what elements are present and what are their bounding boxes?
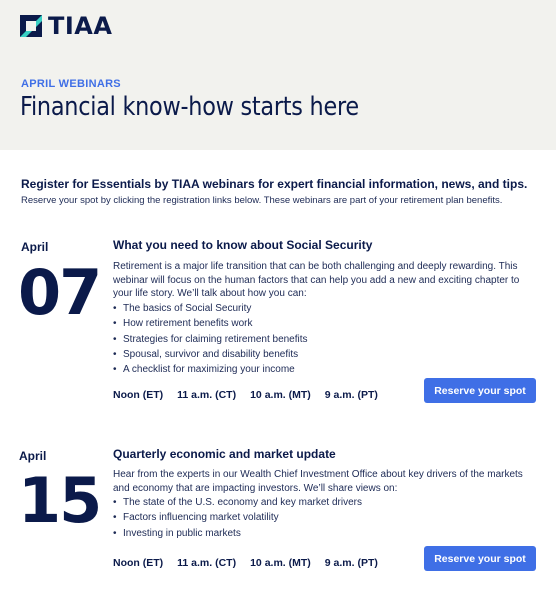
page-title: Financial know-how starts here xyxy=(20,92,359,122)
time-mt: 10 a.m. (MT) xyxy=(250,389,311,401)
tiaa-logo[interactable] xyxy=(20,12,112,40)
event-description: Retirement is a major life transition that can be both challenging and deeply rewarding. This webinar will focus on the human factors that can help you add a new and exciting chapter to your life story. We’ll talk about how you can: xyxy=(113,261,520,299)
event-day: 15 xyxy=(18,464,101,537)
event-description: Hear from the experts in our Wealth Chief Investment Office about key drivers of the markets and economy that are impacting investors. We’ll share views on: xyxy=(113,469,523,494)
time-ct: 11 a.m. (CT) xyxy=(177,389,237,401)
list-item: • Strategies for claiming retirement benefits xyxy=(113,332,308,347)
list-item: • Spousal, survivor and disability benefits xyxy=(113,347,308,362)
tiaa-mark-icon xyxy=(20,15,42,37)
event-times xyxy=(113,389,392,401)
list-item: • How retirement benefits work xyxy=(113,316,308,331)
event-title: Quarterly economic and market update xyxy=(113,447,336,461)
event-bullet-list xyxy=(113,495,362,541)
event-title: What you need to know about Social Security xyxy=(113,238,373,252)
list-item: • Investing in public markets xyxy=(113,526,362,541)
reserve-spot-button[interactable]: Reserve your spot xyxy=(424,546,536,571)
list-item: • The basics of Social Security xyxy=(113,301,308,316)
event-times xyxy=(113,557,392,569)
event-bullet-list xyxy=(113,301,308,377)
event-month: April xyxy=(19,449,47,463)
eyebrow-label: APRIL WEBINARS xyxy=(21,78,121,90)
event-month: April xyxy=(21,240,49,254)
time-ct: 11 a.m. (CT) xyxy=(177,557,237,569)
time-mt: 10 a.m. (MT) xyxy=(250,557,311,569)
time-pt: 9 a.m. (PT) xyxy=(324,557,378,569)
hero-banner xyxy=(0,0,556,150)
list-item: • Factors influencing market volatility xyxy=(113,510,362,525)
list-item: • The state of the U.S. economy and key market drivers xyxy=(113,495,362,510)
time-et: Noon (ET) xyxy=(113,557,164,569)
list-item: • A checklist for maximizing your income xyxy=(113,362,308,377)
time-et: Noon (ET) xyxy=(113,389,164,401)
time-pt: 9 a.m. (PT) xyxy=(324,389,378,401)
reserve-spot-button[interactable]: Reserve your spot xyxy=(424,378,536,403)
logo-wordmark: TIAA xyxy=(48,12,113,40)
intro-heading: Register for Essentials by TIAA webinars for expert financial information, news, and tips. xyxy=(21,177,528,191)
intro-subtitle: Reserve your spot by clicking the registration links below. These webinars are part of your retirement plan benefits. xyxy=(21,195,503,206)
event-day: 07 xyxy=(18,256,101,329)
